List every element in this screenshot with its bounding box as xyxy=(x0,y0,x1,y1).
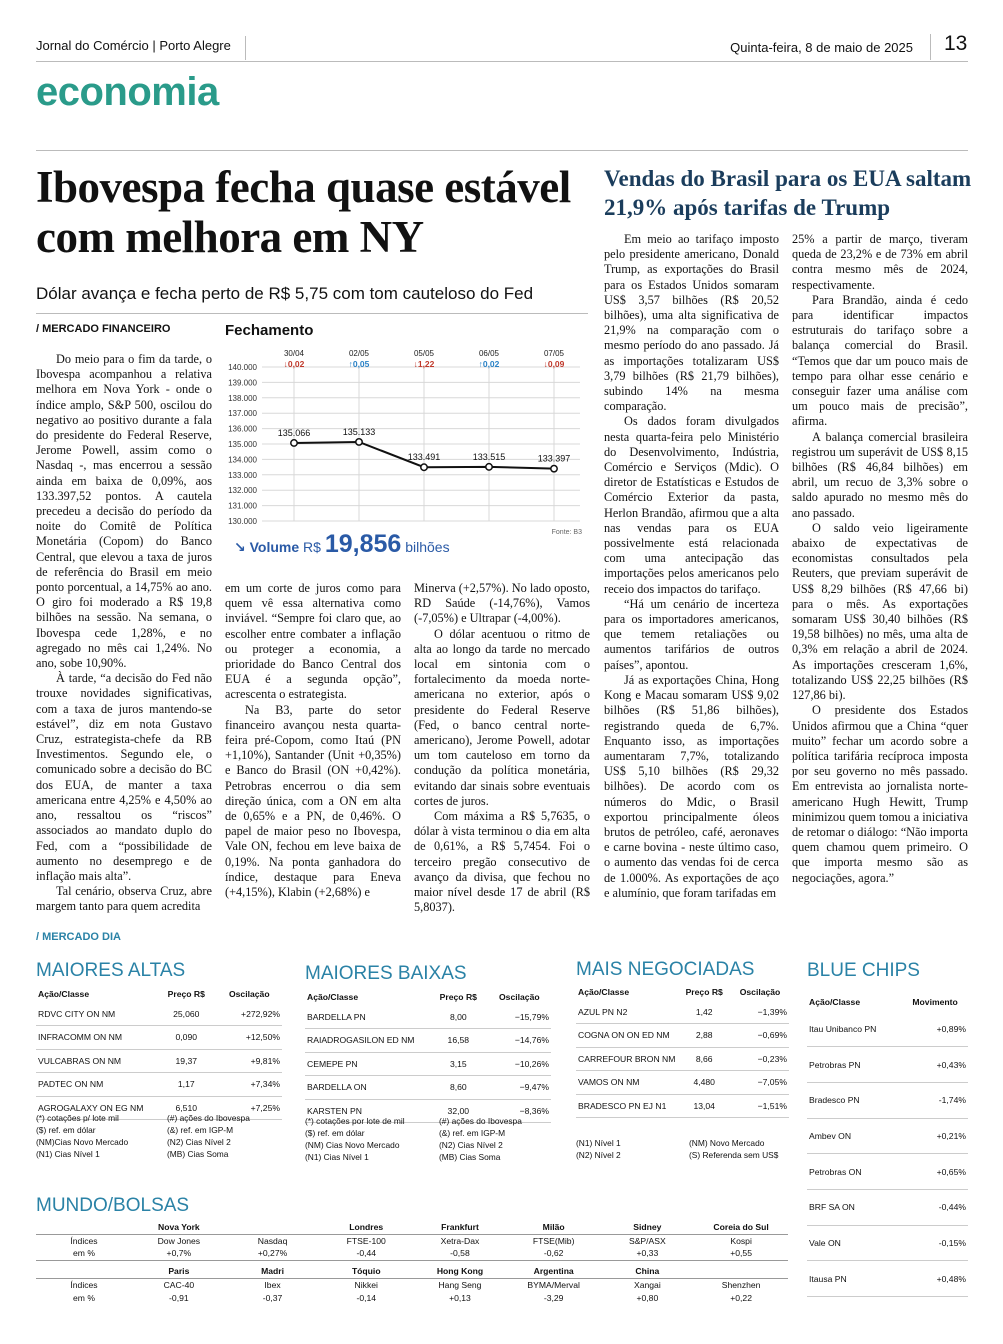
blue-chip-row xyxy=(807,1082,968,1118)
stock-name-cell: RDVC CITY ON NM xyxy=(36,1002,156,1026)
market-region xyxy=(226,1221,320,1234)
change-cell: −0,69% xyxy=(731,1024,789,1048)
index-change: +0,55 xyxy=(730,1248,752,1259)
stock-name-cell: Itausa PN xyxy=(807,1261,902,1297)
price-cell: 0,090 xyxy=(156,1026,217,1050)
data-point xyxy=(356,439,362,445)
change-cell: +0,48% xyxy=(902,1261,968,1297)
market-region: Tóquio xyxy=(351,1266,381,1277)
article-paragraph: Minerva (+2,57%). No lado oposto, RD Saúde (-14,76%), Vamos (-7,05%) e Ultrapar (-4,00%). xyxy=(414,581,590,626)
market-region: Argentina xyxy=(533,1266,574,1277)
main-headline: Ibovespa fecha quase estável com melhora em NY xyxy=(36,162,571,262)
maiores-altas-legend-left xyxy=(36,1112,128,1160)
x-tick-label: 06/05 xyxy=(478,349,500,358)
blue-chips-title: BLUE CHIPS xyxy=(807,960,920,981)
y-tick-label: 136.000 xyxy=(228,424,257,434)
mais-negociadas-legend-right xyxy=(689,1137,778,1161)
section-title: economia xyxy=(36,70,219,114)
legend-item: (#) ações do Ibovespa xyxy=(167,1113,250,1123)
data-label: 135.133 xyxy=(342,426,376,437)
maiores-altas-legend-right xyxy=(167,1112,250,1160)
table-header-row xyxy=(305,989,551,1005)
mais-negociadas-row xyxy=(576,1071,789,1095)
price-cell: 8,60 xyxy=(429,1076,488,1100)
x-tick-label: 05/05 xyxy=(413,349,435,358)
maiores-baixas-row xyxy=(305,1029,551,1053)
blue-chip-row xyxy=(807,1261,968,1297)
y-tick-label: 138.000 xyxy=(228,393,257,403)
legend-item: (&) ref. em IGP-M xyxy=(167,1125,234,1135)
change-cell: −7,05% xyxy=(731,1071,789,1095)
maiores-baixas-row xyxy=(305,1076,551,1100)
stock-name-cell: BRADESCO PN EJ N1 xyxy=(576,1094,677,1118)
page-number: 13 xyxy=(944,32,968,55)
index-change: -0,37 xyxy=(262,1292,283,1303)
index-change: -3,29 xyxy=(543,1292,564,1303)
table-header-row xyxy=(807,993,968,1011)
maiores-baixas-table xyxy=(305,989,551,1123)
index-row xyxy=(36,1265,788,1278)
y-tick-label: 132.000 xyxy=(228,486,257,496)
stock-name-cell: Petrobras ON xyxy=(807,1154,902,1190)
stock-name-cell: BRF SA ON xyxy=(807,1189,902,1225)
market-region: Hong Kong xyxy=(436,1266,484,1277)
trend-down-icon: ↘ xyxy=(234,539,246,555)
index-name: S&P/ASX xyxy=(628,1235,666,1246)
legend-item: (N1) Nível 1 xyxy=(576,1138,621,1148)
maiores-baixas-row xyxy=(305,1005,551,1029)
legend-item: (N2) Cias Nível 2 xyxy=(167,1137,231,1147)
stock-name-cell: Ambev ON xyxy=(807,1118,902,1154)
legend-item: (N2) Cias Nível 2 xyxy=(439,1140,503,1150)
column-header: Preço R$ xyxy=(685,987,723,997)
table-header-row xyxy=(36,986,282,1002)
index-name: Xangai xyxy=(633,1279,661,1290)
market-region: Milão xyxy=(542,1222,565,1233)
article-paragraph: em um corte de juros como para quem vê essa alternativa como inviável. “Sempre foi claro que, ao escolher entre combater a inflação ou proteger a economia, a prioridade do Banco Central dos EUA é a segunda opção”, acrescenta o estrategista. xyxy=(225,581,401,702)
data-point xyxy=(486,464,492,470)
data-label: 135.066 xyxy=(277,427,311,438)
main-subhead: Dólar avança e fecha perto de R$ 5,75 com tom cauteloso do Fed xyxy=(36,284,534,303)
index-change: +0,80 xyxy=(636,1292,659,1303)
volume-currency: R$ xyxy=(303,539,321,555)
blue-chip-row xyxy=(807,1011,968,1047)
volume-value: 19,856 xyxy=(324,530,402,558)
change-cell: +0,21% xyxy=(902,1118,968,1154)
ibovespa-line-chart xyxy=(224,343,590,537)
index-change: +0,13 xyxy=(449,1292,471,1303)
price-cell: 2,88 xyxy=(677,1024,731,1048)
change-cell: +7,34% xyxy=(217,1073,282,1097)
stock-name-cell: RAIADROGASILON ED NM xyxy=(305,1029,429,1053)
legend-item: (MB) Cias Soma xyxy=(439,1152,501,1162)
side-article-column-2 xyxy=(792,232,968,884)
chart-title: Fechamento xyxy=(225,322,314,339)
index-name: Índices xyxy=(70,1279,98,1290)
price-cell: 6,510 xyxy=(156,1096,217,1120)
market-kicker: / MERCADO DIA xyxy=(36,931,121,943)
article-paragraph: A balança comercial brasileira registrou um superávit de US$ 8,15 bilhões (R$ 46,84 bilhões) em abril, um recuo de 3,3% sobre o saldo apurado no mesmo mês do ano passado. xyxy=(792,429,968,520)
article-paragraph: À tarde, “a decisão do Fed não trouxe novidades significativas, com a taxa de juros mantendo-se estável”, diz em nota Gustavo Cruz, estrategista-chefe da RB Investimentos. Segundo ele, o comunicado sobre a decisão do BC dos EUA, de manter a taxa americana entre 4,25% e 4,50% ao ano, ressaltou os “riscos” associados ao mandato duplo do Fed, com a “possibilidade de aumento no desemprego e de inflação mais alta”. xyxy=(36,671,212,883)
change-cell: +9,81% xyxy=(217,1049,282,1073)
column-header: Ação/Classe xyxy=(38,989,90,999)
index-name: BYMA/Merval xyxy=(527,1279,580,1290)
index-name: Índices xyxy=(70,1235,98,1246)
maiores-baixas-legend-left xyxy=(305,1115,405,1163)
index-name: Hang Seng xyxy=(438,1279,482,1290)
article-paragraph: 25% a partir de março, tiveram queda de 23,2% e de 73% em abril contra mesmo mês de 2024, respectivamente. xyxy=(792,232,968,292)
market-region: China xyxy=(635,1266,660,1277)
stock-name-cell: VULCABRAS ON NM xyxy=(36,1049,156,1073)
stock-name-cell: BARDELLA ON xyxy=(305,1076,429,1100)
mais-negociadas-legend-left xyxy=(576,1137,621,1161)
change-down-label: ↓1,22 xyxy=(413,359,435,369)
stock-name-cell: Itau Unibanco PN xyxy=(807,1011,902,1047)
index-change: em % xyxy=(73,1292,95,1303)
data-label: 133.515 xyxy=(472,451,506,462)
change-up-label: ↑0,02 xyxy=(478,359,500,369)
index-name: Nikkei xyxy=(354,1279,378,1290)
stock-name-cell: Vale ON xyxy=(807,1225,902,1261)
y-tick-label: 139.000 xyxy=(228,378,257,388)
publication-date: Quinta-feira, 8 de maio de 2025 xyxy=(730,40,913,55)
price-cell: 13,04 xyxy=(677,1094,731,1118)
table-header-row xyxy=(576,984,789,1000)
change-cell: +272,92% xyxy=(217,1002,282,1026)
index-change: +0,22 xyxy=(730,1292,752,1303)
maiores-altas-row xyxy=(36,1002,282,1026)
change-cell: −8,36% xyxy=(488,1099,551,1123)
y-tick-label: 140.000 xyxy=(228,363,257,372)
change-cell: −1,51% xyxy=(731,1094,789,1118)
change-cell: −14,76% xyxy=(488,1029,551,1053)
data-label: 133.491 xyxy=(407,452,441,463)
blue-chip-row xyxy=(807,1118,968,1154)
index-row xyxy=(36,1278,788,1291)
price-cell: 8,66 xyxy=(677,1047,731,1071)
article-paragraph: Para Brandão, ainda é cedo para identificar impactos estruturais do tarifaço sobre a balança comercial do Brasil. “Temos que dar um pouco mais de tempo para olhar esse cenário e conseguir fazer uma análise com um pouco mais de precisão”, afirma. xyxy=(792,292,968,429)
column-header: Ação/Classe xyxy=(578,987,630,997)
legend-item: (NM)Cias Novo Mercado xyxy=(36,1137,129,1147)
change-down-label: ↓0,09 xyxy=(543,359,565,369)
masthead-divider xyxy=(245,36,246,60)
index-name: FTSE-100 xyxy=(346,1235,386,1246)
data-point xyxy=(291,440,297,446)
change-cell: -0,15% xyxy=(902,1225,968,1261)
stock-name-cell: BARDELLA PN xyxy=(305,1005,429,1029)
stock-name-cell: AZUL PN N2 xyxy=(576,1000,677,1024)
price-cell: 25,060 xyxy=(156,1002,217,1026)
index-name: Ibex xyxy=(264,1279,281,1290)
legend-item: (&) ref. em IGP-M xyxy=(439,1128,506,1138)
index-change: +0,33 xyxy=(636,1248,659,1259)
column-header: Preço R$ xyxy=(167,989,205,999)
x-tick-label: 07/05 xyxy=(543,349,565,358)
legend-item: (MB) Cias Soma xyxy=(167,1149,229,1159)
market-region xyxy=(36,1221,132,1234)
index-change: +0,7% xyxy=(166,1248,192,1259)
legend-item: (N1) Cias Nível 1 xyxy=(305,1152,369,1162)
y-tick-label: 134.000 xyxy=(228,455,257,465)
change-up-label: ↑0,05 xyxy=(348,359,370,369)
change-cell: -0,44% xyxy=(902,1189,968,1225)
market-region: Nova York xyxy=(157,1222,200,1233)
index-name: Kospi xyxy=(730,1235,752,1246)
mundo-bolsas-title: MUNDO/BOLSAS xyxy=(36,1195,190,1216)
column-header: Preço R$ xyxy=(439,992,477,1002)
index-name: Nasdaq xyxy=(257,1235,288,1246)
index-change: -0,14 xyxy=(356,1292,377,1303)
market-region: Londres xyxy=(349,1222,384,1233)
change-cell: −15,79% xyxy=(488,1005,551,1029)
index-change: -0,62 xyxy=(543,1248,564,1259)
volume-line xyxy=(234,530,450,559)
stock-name-cell: PADTEC ON NM xyxy=(36,1073,156,1097)
market-region xyxy=(694,1265,788,1278)
market-region: Paris xyxy=(168,1266,190,1277)
maiores-altas-row xyxy=(36,1049,282,1073)
stock-name-cell: KARSTEN PN xyxy=(305,1099,429,1123)
market-region: Frankfurt xyxy=(441,1222,479,1233)
change-cell: +0,89% xyxy=(902,1011,968,1047)
change-cell: −0,23% xyxy=(731,1047,789,1071)
index-name: FTSE(Mib) xyxy=(532,1235,575,1246)
chart-source: Fonte: B3 xyxy=(551,529,582,536)
index-name: CAC-40 xyxy=(163,1279,195,1290)
price-cell: 3,15 xyxy=(429,1052,488,1076)
legend-item: (*) cotações p/ lote mil xyxy=(36,1113,119,1123)
y-tick-label: 130.000 xyxy=(228,517,257,526)
blue-chip-row xyxy=(807,1154,968,1190)
article-kicker: / MERCADO FINANCEIRO xyxy=(36,323,171,335)
volume-unit: bilhões xyxy=(405,539,450,555)
maiores-altas-table xyxy=(36,986,282,1120)
index-row xyxy=(36,1234,788,1247)
article-paragraph: O dólar acentuou o ritmo de alta ao longo da tarde no mercado local em sintonia com o fortalecimento da moeda norte-americana no exterior, após o presidente do Federal Reserve (Fed, o banco central norte-americano), Jerome Powell, adotar um tom cauteloso em torno da condução da política monetária, evitando dar sinais sobre eventuais cortes de juros. xyxy=(414,626,590,808)
change-cell: −1,39% xyxy=(731,1000,789,1024)
legend-item: (*) cotações por lote de mil xyxy=(305,1116,405,1126)
data-point xyxy=(551,465,557,471)
stock-name-cell: CEMEPE PN xyxy=(305,1052,429,1076)
x-tick-label: 02/05 xyxy=(348,349,370,358)
index-change: -0,91 xyxy=(169,1292,189,1303)
data-label: 133.397 xyxy=(537,453,571,464)
maiores-baixas-row xyxy=(305,1052,551,1076)
volume-label: Volume xyxy=(249,539,300,555)
price-cell: 1,17 xyxy=(156,1073,217,1097)
legend-item: (N2) Nível 2 xyxy=(576,1150,621,1160)
legend-item: (#) ações do Ibovespa xyxy=(439,1116,522,1126)
masthead-rule xyxy=(36,61,968,62)
price-cell: 1,42 xyxy=(677,1000,731,1024)
section-rule xyxy=(36,150,968,151)
side-headline: Vendas do Brasil para os EUA saltam 21,9% após tarifas de Trump xyxy=(604,166,972,220)
column-header: Oscilação xyxy=(499,992,540,1002)
price-cell: 16,58 xyxy=(429,1029,488,1053)
change-down-label: ↓0,02 xyxy=(283,359,305,369)
index-row xyxy=(36,1247,788,1260)
index-name: Xetra-Dax xyxy=(440,1235,480,1246)
mais-negociadas-row xyxy=(576,1000,789,1024)
main-article-column-3 xyxy=(414,581,590,915)
change-cell: −10,26% xyxy=(488,1052,551,1076)
mais-negociadas-row xyxy=(576,1094,789,1118)
mundo-bolsas-table xyxy=(36,1221,788,1304)
column-header: Oscilação xyxy=(739,987,781,997)
legend-item: ($) ref. em dólar xyxy=(36,1125,96,1135)
maiores-baixas-legend-right xyxy=(439,1115,522,1163)
legend-item: (S) Referenda sem US$ xyxy=(689,1150,779,1160)
article-paragraph: Na B3, parte do setor financeiro avançou nesta quarta-feira pré-Copom, como Itaú (PN +1,10%), Santander (Unit +0,35%) e Banco do Brasil (ON +0,42%). Petrobras encerrou o dia sem direção única, com a ON em alta de 0,65% e a PN, de 0,46%. O papel de maior peso no Ibovespa, Vale ON, fechou em leve baixa de 0,19%. Na ponta ganhadora do índice, destaque para Eneva (+4,15%), Klabin (+2,68%) e xyxy=(225,702,401,900)
index-row xyxy=(36,1221,788,1234)
change-cell: −9,47% xyxy=(488,1076,551,1100)
index-change: +0,27% xyxy=(257,1248,288,1259)
index-name: Shenzhen xyxy=(721,1279,761,1290)
mais-negociadas-row xyxy=(576,1024,789,1048)
index-change: -0,44 xyxy=(356,1248,377,1259)
legend-item: ($) ref. em dólar xyxy=(305,1128,365,1138)
change-cell: +0,43% xyxy=(902,1047,968,1083)
main-article-column-1 xyxy=(36,352,212,914)
y-tick-label: 133.000 xyxy=(228,470,257,480)
column-header: Movimento xyxy=(912,997,958,1007)
maiores-altas-row xyxy=(36,1073,282,1097)
mais-negociadas-table xyxy=(576,984,789,1118)
stock-name-cell: AGROGALAXY ON EG NM xyxy=(36,1096,156,1120)
stock-name-cell: COGNA ON ON ED NM xyxy=(576,1024,677,1048)
y-tick-label: 131.000 xyxy=(228,501,257,511)
article-paragraph: O saldo veio ligeiramente abaixo de expectativas de economistas consultados pela Reuters, que previam superávit de US$ 8,29 bilhões (R$ 47,66 bi) para o mês. As exportações somaram US$ 30,40 bilhões (R$ 19,58 bilhões) no mês, uma alta de 0,3% em relação a abril de 2024. As importações cresceram 1,6%, totalizando US$ 22,25 bilhões (R$ 127,86 bi). xyxy=(792,520,968,703)
column-header: Ação/Classe xyxy=(809,997,861,1007)
stock-name-cell: VAMOS ON NM xyxy=(576,1071,677,1095)
legend-item: (NM) Cias Novo Mercado xyxy=(305,1140,400,1150)
article-paragraph: Tal cenário, observa Cruz, abre margem tanto para quem acredita xyxy=(36,884,212,914)
price-cell: 4,480 xyxy=(677,1071,731,1095)
stock-name-cell: Bradesco PN xyxy=(807,1082,902,1118)
blue-chips-table xyxy=(807,993,968,1297)
article-paragraph: Do meio para o fim da tarde, o Ibovespa acompanhou a relativa melhora em Nova York - onde o índice amplo, S&P 500, oscilou do negativo ao positivo durante a fala do presidente do Federal Reserve, Jerome Powell, assim como o Nasdaq -, mas encerrou a sessão ainda em baixa de 0,09%, aos 133.397,52 pontos. A cautela precedeu a decisão do período da noite do Comitê de Política Monetária (Copom) do Banco Central, que elevou a taxa de juros de referência do Brasil em meio ponto porcentual, a 14,75% ao ano. O giro foi moderado a R$ 19,8 bilhões na sessão. Na semana, o Ibovespa cede 1,28%, e no agregado no mês cai 1,24%. No ano, sobe 10,90%. xyxy=(36,352,212,671)
market-region: Coreia do Sul xyxy=(713,1222,769,1233)
column-header: Oscilação xyxy=(228,989,270,999)
mais-negociadas-title: MAIS NEGOCIADAS xyxy=(576,959,755,980)
stock-name-cell: INFRACOMM ON NM xyxy=(36,1026,156,1050)
article-paragraph: Em meio ao tarifaço imposto pelo presidente americano, Donald Trump, as exportações do Brasil para os Estados Unidos somaram US$ 3,57 bilhões (R$ 20,52 bilhões), uma alta significativa de 21,9% na comparação com o mesmo período do ano passado. Já as importações totalizaram US$ 3,79 bilhões (R$ 21,79 bilhões), subindo 14% na mesma comparação. xyxy=(604,232,779,414)
y-tick-label: 135.000 xyxy=(228,440,257,449)
article-paragraph: Os dados foram divulgados nesta quarta-feira pelo Ministério do Desenvolvimento, Indústria, Comércio e Serviços (Mdic). O diretor de Estatísticas e Estudos de Comércio Exterior da pasta, Herlon Brandão, afirmou que a alta nas vendas para os EUA possivelmente está relacionada com uma antecipação das importações pelos americanos pelo receio dos impactos do tarifaço. xyxy=(604,414,779,596)
data-point xyxy=(421,464,427,470)
article-paragraph: Já as exportações China, Hong Kong e Macau somaram US$ 9,02 bilhões (R$ 51,86 bilhões), registrando queda de 6,7%. Enquanto isso, as importações aumentaram 7,7%, totalizando US$ 5,10 bilhões (R$ 29,32 bilhões). De acordo com os números do Mdic, o Brasil exportou principalmente óleos brutos de petróleo, café, aeronaves e carne bovina - neste último caso, o aumento das vendas foi de cerca de 1.000%. As exportações de aço e alumínio, que foram tarifadas em xyxy=(604,672,779,900)
change-cell: +7,25% xyxy=(217,1096,282,1120)
article-paragraph: Com máxima a R$ 5,7635, o dólar à vista terminou o dia em alta de 0,61%, a R$ 5,7454. Foi o terceiro pregão consecutivo de avanço da divisa, que fechou no maior nível desde 17 de abril (R$ 5,8037). xyxy=(414,809,590,915)
change-cell: -1,74% xyxy=(902,1082,968,1118)
change-cell: +12,50% xyxy=(217,1026,282,1050)
price-cell: 32,00 xyxy=(429,1099,488,1123)
blue-chip-row xyxy=(807,1047,968,1083)
blue-chip-row xyxy=(807,1225,968,1261)
subhead-rule xyxy=(36,313,588,314)
market-region: Sidney xyxy=(633,1222,662,1233)
maiores-baixas-title: MAIORES BAIXAS xyxy=(305,963,467,984)
index-change: -0,58 xyxy=(450,1248,470,1259)
mais-negociadas-row xyxy=(576,1047,789,1071)
index-row xyxy=(36,1291,788,1304)
index-change: em % xyxy=(73,1248,95,1259)
price-cell: 19,37 xyxy=(156,1049,217,1073)
maiores-altas-title: MAIORES ALTAS xyxy=(36,960,186,981)
stock-name-cell: Petrobras PN xyxy=(807,1047,902,1083)
price-cell: 8,00 xyxy=(429,1005,488,1029)
change-cell: +0,65% xyxy=(902,1154,968,1190)
stock-name-cell: CARREFOUR BRON NM xyxy=(576,1047,677,1071)
market-region xyxy=(36,1265,132,1278)
page-number-divider xyxy=(930,34,931,60)
x-tick-label: 30/04 xyxy=(283,349,305,358)
legend-item: (N1) Cias Nível 1 xyxy=(36,1149,100,1159)
column-header: Ação/Classe xyxy=(307,992,359,1002)
legend-item: (NM) Novo Mercado xyxy=(689,1138,765,1148)
article-paragraph: O presidente dos Estados Unidos afirmou que a China “quer muito” fechar um acordo sobre a política tarifária recíproca imposta por seu governo no mês passado. Em entrevista ao jornalista norte-americano Hugh Hewitt, Trump minimizou quem tomou a iniciativa de retomar o diálogo: “Não importa quem chamou quem primeiro. O que importa mesmo são as negociações, agora.” xyxy=(792,703,968,885)
newspaper-name: Jornal do Comércio | Porto Alegre xyxy=(36,38,231,53)
maiores-altas-row xyxy=(36,1026,282,1050)
main-article-column-2 xyxy=(225,581,401,900)
side-article-column-1 xyxy=(604,232,779,900)
article-paragraph: “Há um cenário de incerteza para os importadores americanos, que temem retaliações ou aumentos tarifários de outros países”, apontou. xyxy=(604,596,779,672)
blue-chip-row xyxy=(807,1189,968,1225)
market-region: Madri xyxy=(261,1266,285,1277)
index-name: Dow Jones xyxy=(157,1235,201,1246)
y-tick-label: 137.000 xyxy=(228,409,257,419)
